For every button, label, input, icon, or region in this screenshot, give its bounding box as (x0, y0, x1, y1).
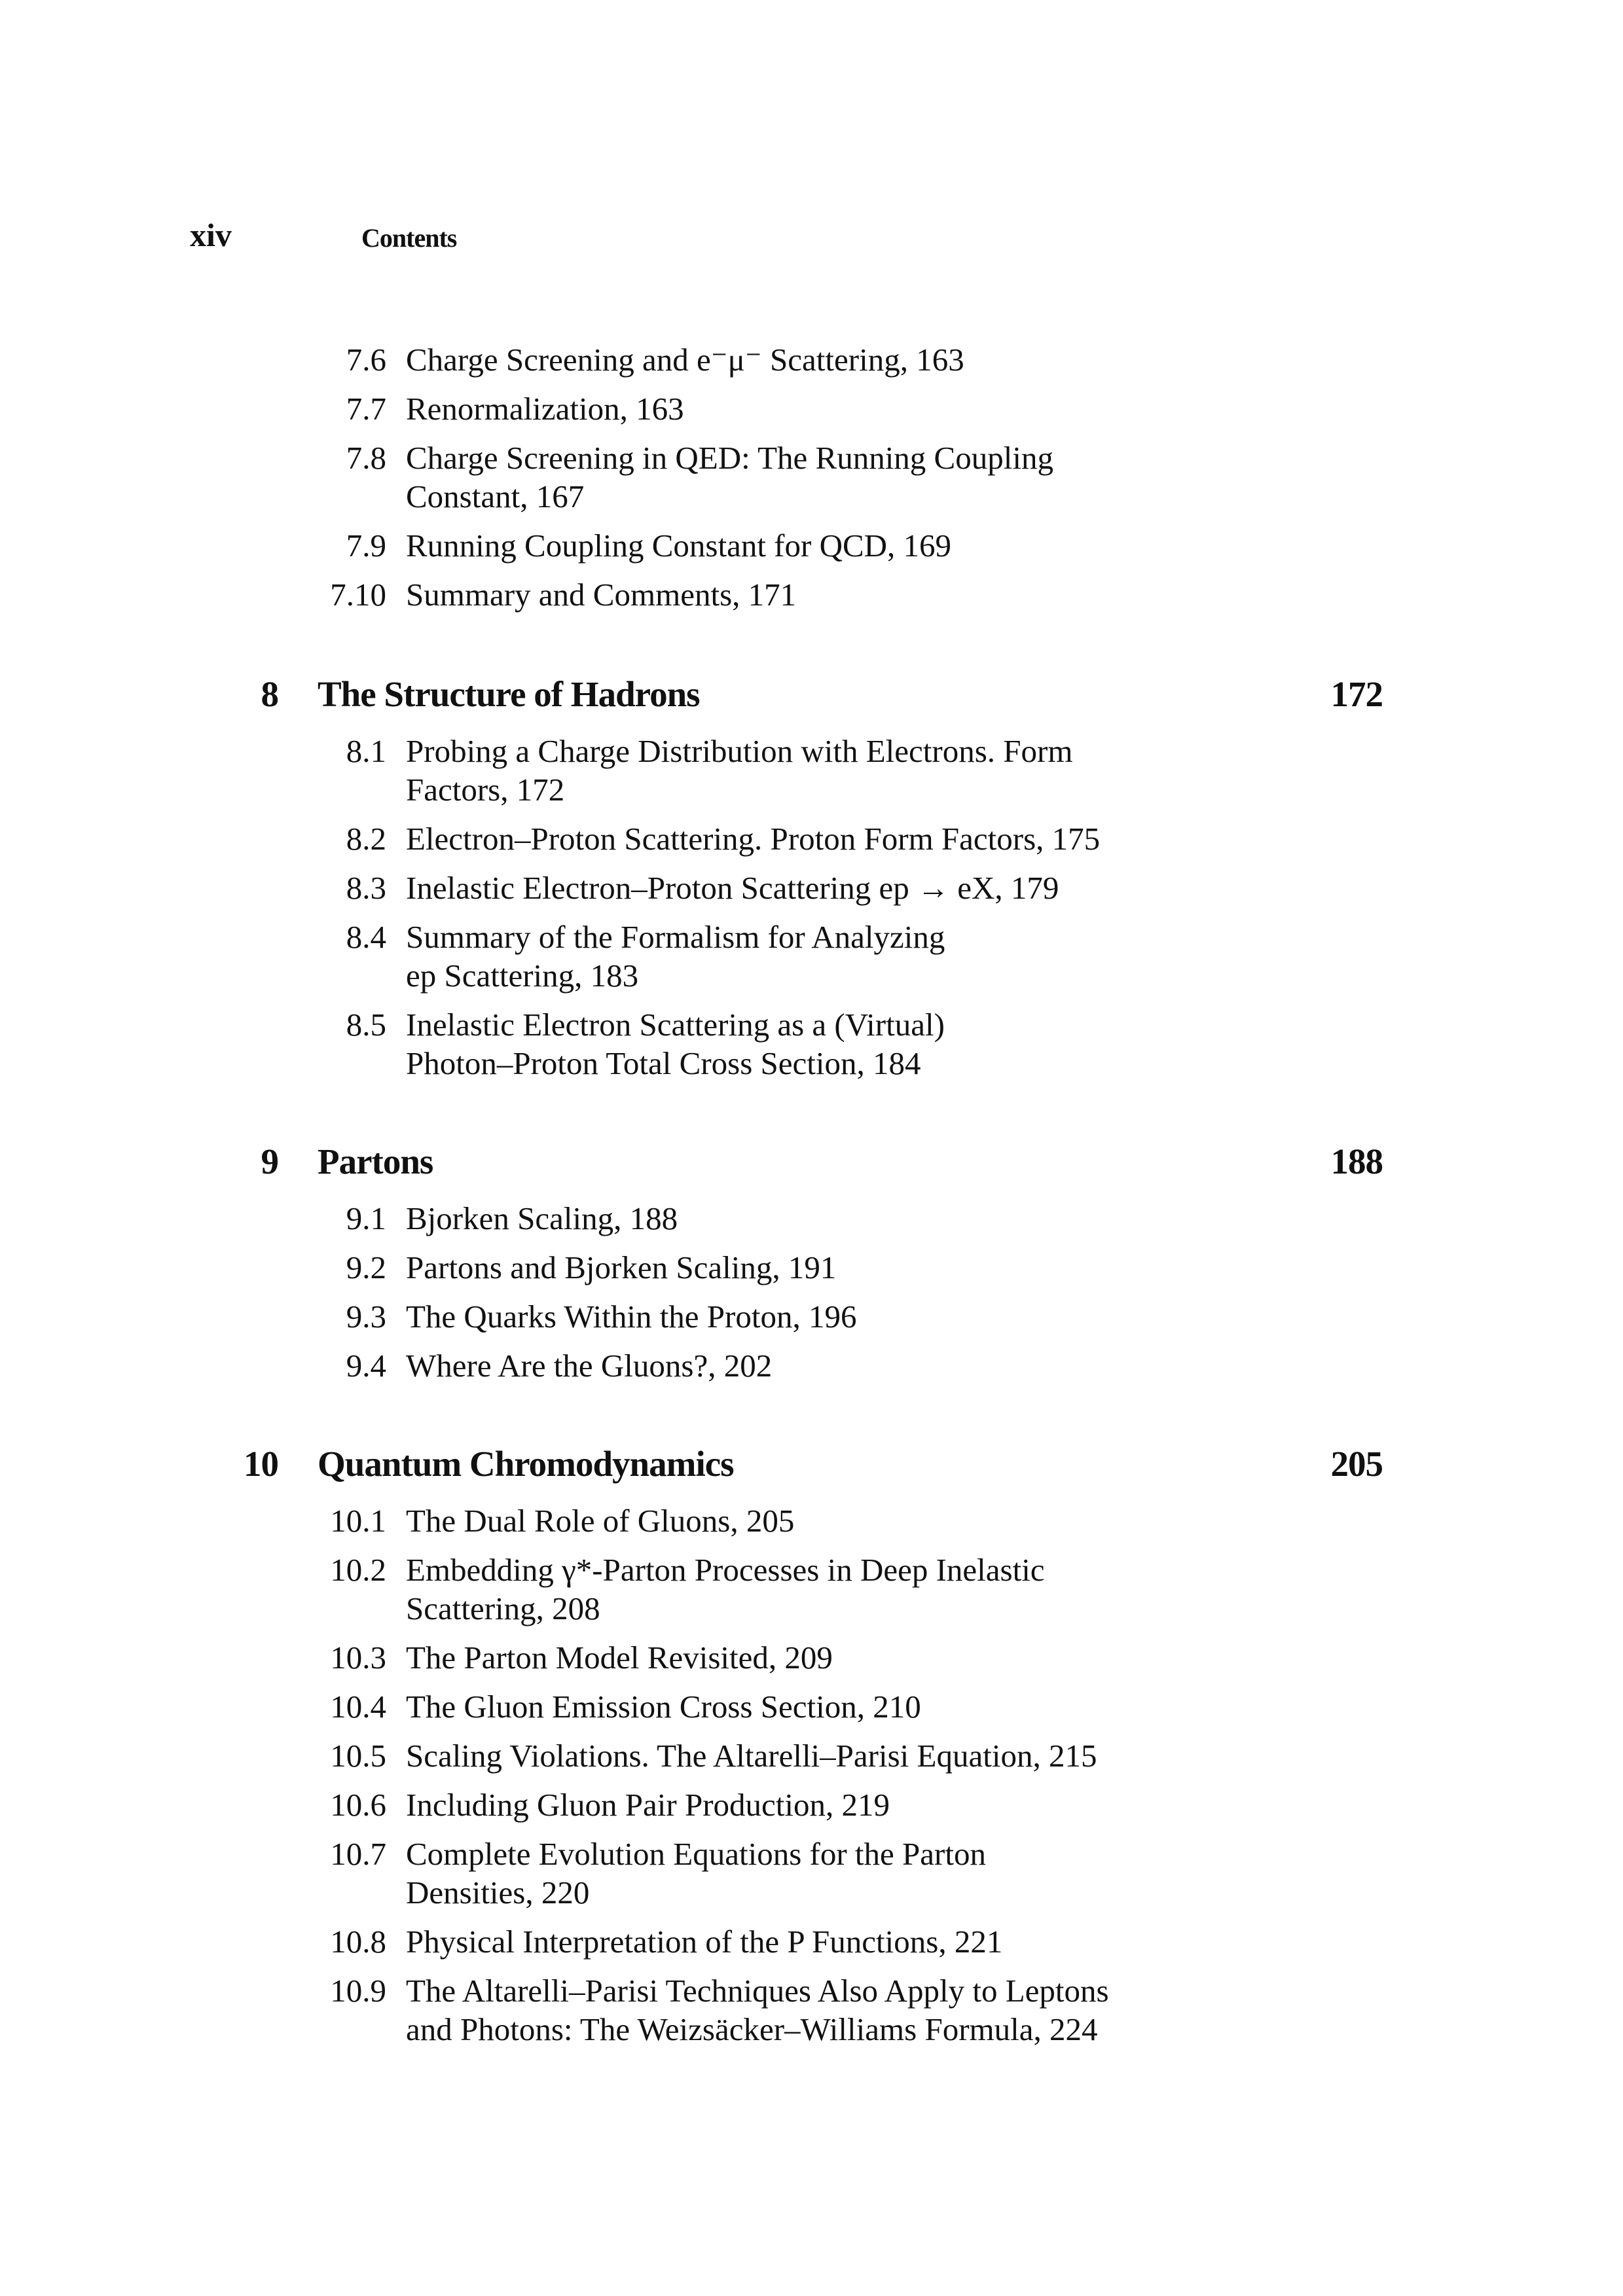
toc-entry (0, 1346, 1623, 1385)
chapter-heading (0, 1441, 1623, 1487)
section-title (406, 526, 1224, 565)
toc-entry (0, 1922, 1623, 1961)
toc-entry (0, 1248, 1623, 1287)
section-title (406, 1551, 1224, 1628)
section-number: 9.2 (346, 1249, 386, 1285)
section-title (406, 389, 1224, 428)
toc-entry (0, 1005, 1623, 1083)
section-title (406, 340, 1224, 379)
section-number: 8.5 (346, 1007, 386, 1043)
section-title-line: Factors, 172 (406, 772, 565, 808)
section-title-line: Renormalization, 163 (406, 391, 684, 427)
section-title-line: ep Scattering, 183 (406, 958, 639, 994)
section-number: 8.1 (346, 733, 386, 769)
section-number: 8.3 (346, 870, 386, 906)
section-number: 10.2 (330, 1552, 386, 1588)
section-title-line: Summary and Comments, 171 (406, 577, 797, 613)
section-number: 10.7 (330, 1836, 386, 1872)
section-title-line: Charge Screening and e⁻μ⁻ Scattering, 163 (406, 342, 964, 378)
chapter-heading (0, 672, 1623, 717)
chapter-page: 172 (1330, 674, 1383, 714)
section-title (406, 439, 1224, 516)
section-title-line: The Dual Role of Gluons, 205 (406, 1503, 795, 1539)
toc-entry (0, 1638, 1623, 1677)
toc-entry (0, 340, 1623, 379)
section-number: 10.1 (330, 1503, 386, 1539)
section-title-line: Inelastic Electron–Proton Scattering ep → eX, 179 (406, 870, 1059, 906)
section-number: 7.10 (330, 577, 386, 613)
section-title (406, 1971, 1224, 2049)
section-title-line: Electron–Proton Scattering. Proton Form Factors, 175 (406, 821, 1101, 857)
section-title-line: Where Are the Gluons?, 202 (406, 1348, 773, 1384)
toc-entry (0, 526, 1623, 565)
section-title (406, 1687, 1224, 1726)
section-title-line: Photon–Proton Total Cross Section, 184 (406, 1045, 921, 1081)
section-title-line: Scattering, 208 (406, 1590, 600, 1626)
chapter-title: Quantum Chromodynamics (318, 1444, 734, 1484)
section-number: 8.2 (346, 821, 386, 857)
section-title-line: The Parton Model Revisited, 209 (406, 1640, 833, 1676)
section-number: 7.7 (346, 391, 386, 427)
section-title (406, 1199, 1224, 1238)
section-title (406, 819, 1224, 858)
section-number: 7.8 (346, 440, 386, 476)
toc-entry (0, 575, 1623, 614)
page-number: xiv (190, 217, 232, 253)
section-title-line: and Photons: The Weizsäcker–Williams Formula, 224 (406, 2011, 1098, 2047)
toc-entry (0, 869, 1623, 907)
toc-entry (0, 918, 1623, 995)
section-title-line: Physical Interpretation of the P Functions, 221 (406, 1924, 1003, 1960)
toc-entry (0, 389, 1623, 428)
section-title (406, 918, 1224, 995)
section-number: 10.6 (330, 1787, 386, 1823)
chapter-number: 9 (261, 1141, 278, 1181)
section-number: 7.6 (346, 342, 386, 378)
section-title-line: Charge Screening in QED: The Running Coupling (406, 440, 1053, 476)
chapter-number: 10 (244, 1444, 278, 1484)
section-title-line: The Gluon Emission Cross Section, 210 (406, 1689, 921, 1725)
toc-entry (0, 732, 1623, 809)
toc-entry (0, 439, 1623, 516)
section-number: 10.4 (330, 1689, 386, 1725)
chapter-number: 8 (261, 674, 278, 714)
page-header (0, 216, 1623, 262)
chapter-title: Partons (318, 1141, 433, 1181)
toc-entry (0, 1297, 1623, 1336)
running-title: Contents (361, 223, 457, 253)
toc-entry (0, 1551, 1623, 1628)
section-title (406, 1501, 1224, 1540)
table-of-contents (0, 340, 1623, 2059)
section-number: 9.3 (346, 1299, 386, 1335)
section-title (406, 869, 1224, 907)
section-title-line: Bjorken Scaling, 188 (406, 1200, 678, 1236)
section-number: 10.5 (330, 1738, 386, 1774)
section-title (406, 1922, 1224, 1961)
section-title-line: Summary of the Formalism for Analyzing (406, 919, 945, 955)
section-title (406, 1346, 1224, 1385)
section-title-line: Probing a Charge Distribution with Electrons. Form (406, 733, 1073, 769)
chapter-title: The Structure of Hadrons (318, 674, 700, 714)
section-title-line: Densities, 220 (406, 1874, 590, 1910)
section-title-line: Including Gluon Pair Production, 219 (406, 1787, 890, 1823)
section-title-line: The Quarks Within the Proton, 196 (406, 1299, 857, 1335)
section-title-line: Constant, 167 (406, 478, 585, 514)
section-title (406, 732, 1224, 809)
section-number: 8.4 (346, 919, 386, 955)
toc-entry (0, 1501, 1623, 1540)
chapter-page: 188 (1330, 1141, 1383, 1181)
section-number: 10.8 (330, 1924, 386, 1960)
section-number: 9.1 (346, 1200, 386, 1236)
toc-entry (0, 1785, 1623, 1824)
section-title (406, 1638, 1224, 1677)
toc-entry (0, 1835, 1623, 1912)
chapter-page: 205 (1330, 1444, 1383, 1484)
section-title-line: Scaling Violations. The Altarelli–Parisi Equation, 215 (406, 1738, 1097, 1774)
section-title (406, 1248, 1224, 1287)
chapter-heading (0, 1139, 1623, 1185)
toc-entry (0, 1971, 1623, 2049)
section-number: 10.9 (330, 1973, 386, 2009)
section-title-line: The Altarelli–Parisi Techniques Also Apply to Leptons (406, 1973, 1109, 2009)
toc-entry (0, 1736, 1623, 1775)
section-number: 10.3 (330, 1640, 386, 1676)
section-title-line: Inelastic Electron Scattering as a (Virtual) (406, 1007, 945, 1043)
section-title-line: Running Coupling Constant for QCD, 169 (406, 528, 952, 564)
section-title (406, 575, 1224, 614)
section-title (406, 1005, 1224, 1083)
toc-entry (0, 1687, 1623, 1726)
section-title-line: Embedding γ*-Parton Processes in Deep Inelastic (406, 1552, 1045, 1588)
toc-entry (0, 819, 1623, 858)
section-number: 7.9 (346, 528, 386, 564)
section-title-line: Partons and Bjorken Scaling, 191 (406, 1249, 837, 1285)
section-title (406, 1785, 1224, 1824)
section-number: 9.4 (346, 1348, 386, 1384)
toc-entry (0, 1199, 1623, 1238)
section-title (406, 1736, 1224, 1775)
section-title (406, 1835, 1224, 1912)
section-title-line: Complete Evolution Equations for the Parton (406, 1836, 986, 1872)
section-title (406, 1297, 1224, 1336)
